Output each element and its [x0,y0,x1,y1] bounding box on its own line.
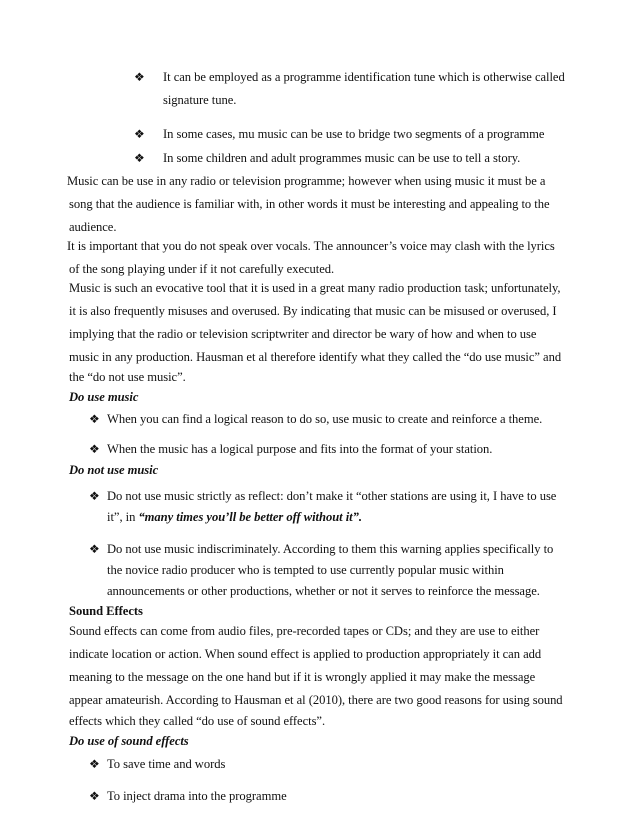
paragraph-line: the “do not use music”. [69,370,186,384]
section-heading: Sound Effects [69,604,143,618]
bullet-icon: ❖ [89,489,100,503]
list-item-continuation: signature tune. [163,93,237,107]
emphasis-quote: “many times you’ll be better off without it”. [138,510,362,524]
section-heading: Do not use music [69,463,159,477]
list-item: In some children and adult programmes music can be use to tell a story. [163,151,521,165]
paragraph-line: appear amateurish. According to Hausman et al (2010), there are two good reasons for using sound [69,693,563,707]
list-item-text: it”, in [107,510,139,524]
list-item: To inject drama into the programme [107,789,287,803]
bullet-icon: ❖ [89,412,100,426]
bullet-icon: ❖ [89,789,100,803]
bullet-icon: ❖ [134,151,145,165]
section-heading: Do use music [69,390,139,404]
bullet-icon: ❖ [89,542,100,556]
paragraph-line: indicate location or action. When sound effect is applied to production appropriately it can add [69,647,542,661]
paragraph-line: Sound effects can come from audio files, pre-recorded tapes or CDs; and they are use to either [69,624,540,638]
paragraph-line: Music is such an evocative tool that it is used in a great many radio production task; unfortunately, [69,281,561,295]
bullet-icon: ❖ [89,757,100,771]
paragraph-line: effects which they called “do use of sound effects”. [69,714,326,728]
paragraph-line: implying that the radio or television scriptwriter and director be wary of how and when to use [69,327,537,341]
list-item-continuation: announcements or other productions, whether or not it serves to reinforce the message. [107,584,540,598]
list-item: Do not use music strictly as reflect: don’t make it “other stations are using it, I have to use [107,489,557,503]
paragraph-line: audience. [69,220,117,234]
paragraph-line: it is also frequently misuses and overused. By indicating that music can be misused or overused, I [69,304,557,318]
paragraph-line: song that the audience is familiar with, in other words it must be interesting and appealing to the [69,197,550,211]
paragraph-line: Music can be use in any radio or television programme; however when using music it must be a [67,174,546,188]
list-item: To save time and words [107,757,226,771]
paragraph-line: meaning to the message on the one hand but if it is wrongly applied it may make the message [69,670,536,684]
paragraph-line: It is important that you do not speak over vocals. The announcer’s voice may clash with the lyrics [67,239,555,253]
list-item: When you can find a logical reason to do so, use music to create and reinforce a theme. [107,412,543,426]
list-item-continuation [107,509,362,525]
section-heading: Do use of sound effects [69,734,189,748]
list-item-continuation: the novice radio producer who is tempted to use currently popular music within [107,563,504,577]
list-item: It can be employed as a programme identification tune which is otherwise called [163,70,565,84]
list-item: Do not use music indiscriminately. According to them this warning applies specifically to [107,542,554,556]
list-item: In some cases, mu music can be use to bridge two segments of a programme [163,127,545,141]
paragraph-line: of the song playing under if it not carefully executed. [69,262,335,276]
bullet-icon: ❖ [134,70,145,84]
list-item: When the music has a logical purpose and fits into the format of your station. [107,442,493,456]
bullet-icon: ❖ [89,442,100,456]
bullet-icon: ❖ [134,127,145,141]
paragraph-line: music in any production. Hausman et al therefore identify what they called the “do use music” and [69,350,562,364]
